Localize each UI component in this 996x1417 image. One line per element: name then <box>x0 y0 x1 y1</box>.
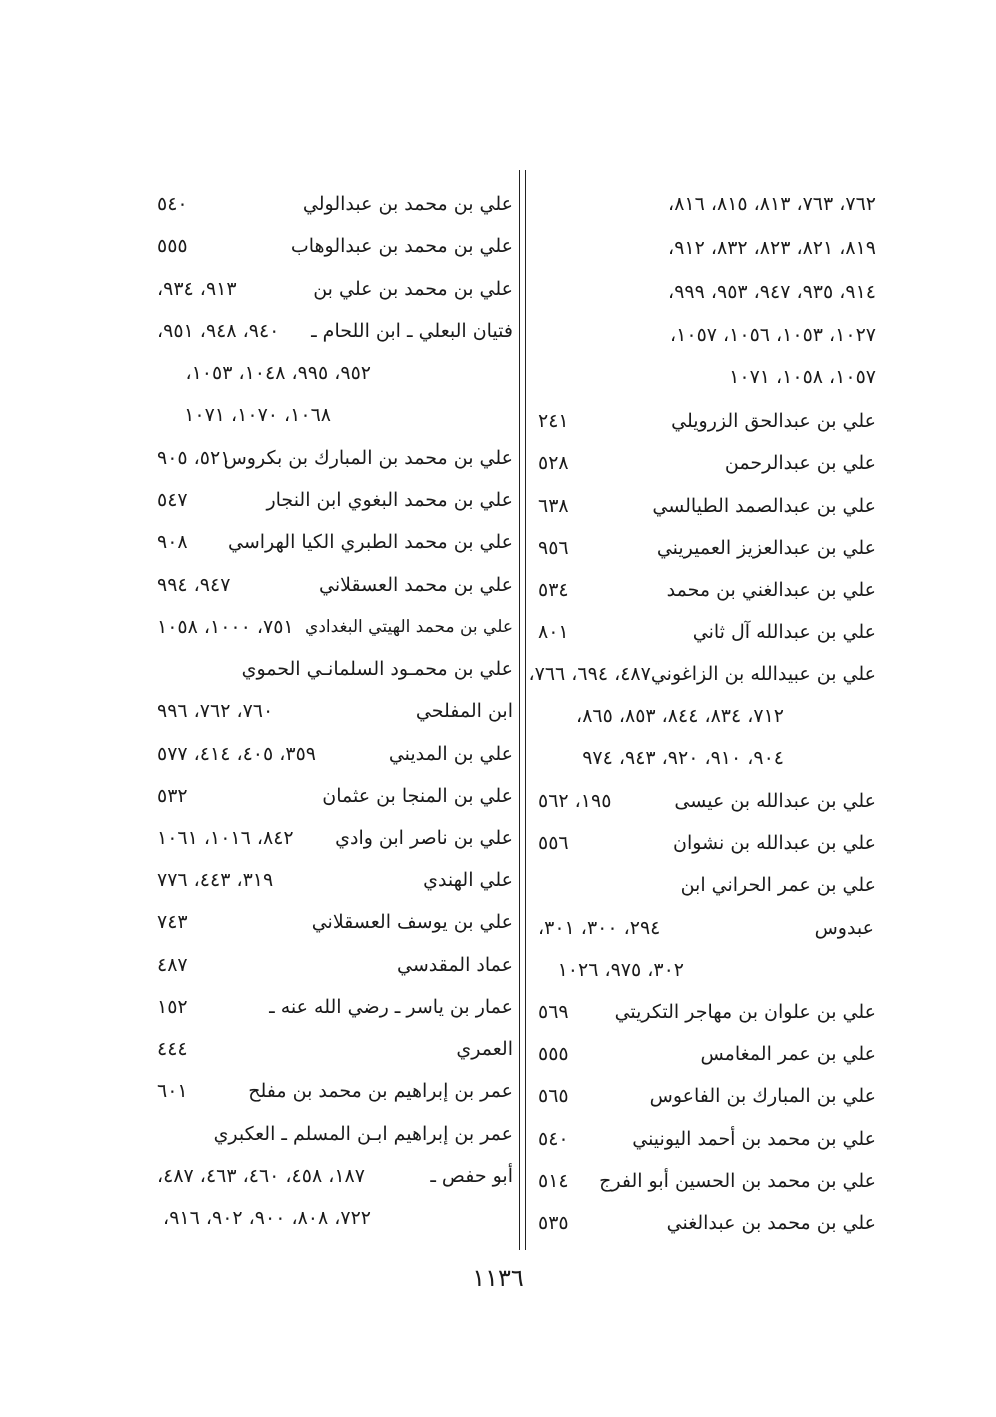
index-entry <box>157 226 513 266</box>
index-entry <box>538 696 876 736</box>
page-references: ٤٤٤ <box>157 1038 188 1060</box>
page-references: ٧١٢، ٨٣٤، ٨٤٤، ٨٥٣، ٨٦٥، <box>576 705 784 727</box>
page-references: ٧٦٢، ٧٦٣، ٨١٣، ٨١٥، ٨١٦، <box>668 193 876 215</box>
index-entry <box>157 1071 513 1111</box>
entry-name: علي بن محمد الطبري الكيا الهراسي <box>228 531 513 553</box>
index-entry <box>538 908 876 948</box>
index-entry <box>538 1076 876 1116</box>
page-references: ١٥٢ <box>157 996 188 1018</box>
entry-name: علي بن عبدالرحمن <box>724 452 876 474</box>
index-entry <box>538 184 876 224</box>
entry-name: فتيان البعلي ـ ابن اللحام ـ <box>311 320 513 342</box>
page-references: ٦٣٨ <box>538 495 569 517</box>
page-references: ٧٦٠، ٧٦٢، ٩٩٦ <box>157 700 274 722</box>
index-entry <box>538 992 876 1032</box>
page-references: ٢٩٤، ٣٠٠، ٣٠١، <box>538 917 661 939</box>
index-entry <box>157 1029 513 1069</box>
index-entry <box>538 486 876 526</box>
column-divider-left-rule <box>519 170 520 1250</box>
page-references: ٥٤٠ <box>538 1128 569 1150</box>
page-references: ٥٣٢ <box>157 785 188 807</box>
entry-name: علي بن عمر الحراني ابن <box>680 874 876 896</box>
entry-name: علي بن محمد بن عبدالوهاب <box>290 235 513 257</box>
page-references: ٧٥١، ١٠٠٠، ١٠٥٨ <box>157 616 294 638</box>
entry-name: علي بن عبيدالله بن الزاغوني٤٨٧، ٦٩٤، ٧٦٦، <box>528 663 876 685</box>
index-entry <box>538 1119 876 1159</box>
page-references: ٥٦٥ <box>538 1085 569 1107</box>
index-entry <box>538 1034 876 1074</box>
index-entry <box>538 781 876 821</box>
entry-name: علي بن عبدالغني بن محمد <box>666 579 876 601</box>
page-references: ٥٢١، ٩٠٥ <box>157 447 231 469</box>
page-references: ٢٤١ <box>538 410 569 432</box>
entry-name: علي الهندي <box>423 869 513 891</box>
entry-name: علي بن عبدالله آل ثاني <box>692 621 876 643</box>
index-entry <box>157 269 513 309</box>
index-entry <box>528 654 876 694</box>
index-entry <box>538 228 876 268</box>
index-entry <box>157 734 513 774</box>
index-entry <box>538 1161 876 1201</box>
index-entry <box>157 395 513 435</box>
entry-name: ابن المفلحي <box>415 700 513 722</box>
entry-name: علي بن المبارك بن الفاعوس <box>649 1085 876 1107</box>
page-references: ١٠٥٧، ١٠٥٨، ١٠٧١ <box>729 366 876 388</box>
entry-name: علي بن يوسف العسقلاني <box>311 911 513 933</box>
page-references: ٥٤٠ <box>157 193 188 215</box>
index-entry <box>538 1203 876 1243</box>
index-entry <box>157 1156 513 1196</box>
index-entry <box>538 443 876 483</box>
page-references: ٥٤٧ <box>157 489 188 511</box>
page-references: ٩١٤، ٩٣٥، ٩٤٧، ٩٥٣، ٩٩٩، <box>668 281 876 303</box>
page-references: ٥٥٦ <box>538 832 569 854</box>
entry-name: علي بن محمد الهيتي البغدادي <box>305 617 513 637</box>
entry-name: عماد المقدسي <box>396 954 513 976</box>
page-references: ٧٤٣ <box>157 911 188 933</box>
page-references: ٩٤٧، ٩٩٤ <box>157 574 231 596</box>
page-references: ٥١٤ <box>538 1170 569 1192</box>
page-references: ٦٠١ <box>157 1080 188 1102</box>
index-entry <box>538 357 876 397</box>
index-entry <box>157 1114 513 1154</box>
entry-name: علي بن محمد بن علي بن <box>313 278 513 300</box>
entry-name: علي بن عبدالله بن عيسى <box>674 790 876 812</box>
entry-name: علي بن علوان بن مهاجر التكريتي <box>614 1001 876 1023</box>
entry-name: علي بن محمد بن الحسين أبو الفرج <box>599 1170 876 1192</box>
entry-name: علي بن عبدالحق الزرويلي <box>671 410 876 432</box>
index-entry <box>157 691 513 731</box>
index-entry <box>157 902 513 942</box>
page-references: ٤٨٧ <box>157 954 188 976</box>
page-references: ١٠٦٨، ١٠٧٠، ١٠٧١ <box>184 404 331 426</box>
entry-name: علي بن محمد بن المبارك بن بكروس <box>223 447 513 469</box>
index-entry <box>157 945 513 985</box>
index-entry <box>538 570 876 610</box>
entry-name: علي بن محمد البغوي ابن النجار <box>266 489 513 511</box>
index-entry <box>538 865 876 905</box>
entry-name: عبدوس <box>814 917 874 939</box>
page-references: ٥٦٩ <box>538 1001 569 1023</box>
column-divider-right-rule <box>525 170 526 1250</box>
page-references: ٣١٩، ٤٤٣، ٧٧٦ <box>157 869 274 891</box>
entry-name: علي بن محمـود السلمانـي الحموي <box>241 658 513 680</box>
page-references: ٨٠١ <box>538 621 569 643</box>
page-number: ١١٣٦ <box>472 1264 524 1292</box>
page-references: ٩٥٢، ٩٩٥، ١٠٤٨، ١٠٥٣، <box>185 362 371 384</box>
entry-name: العمري <box>456 1038 513 1060</box>
entry-name: عمر بن إبراهيم بن محمد بن مفلح <box>248 1080 513 1102</box>
page-references: ٩٠٨ <box>157 531 188 553</box>
entry-name: علي بن عبدالعزيز العميريني <box>656 537 876 559</box>
page-references: ٩٤٠، ٩٤٨، ٩٥١، <box>157 320 280 342</box>
page-references: ١٩٥، ٥٦٢ <box>538 790 612 812</box>
entry-name: علي بن محمد بن عبدالولي <box>302 193 513 215</box>
index-entry <box>538 738 876 778</box>
page-references: ٥٢٨ <box>538 452 569 474</box>
index-entry <box>538 950 876 990</box>
page-references: ٣٠٢، ٩٧٥، ١٠٢٦ <box>557 959 684 981</box>
entry-name: علي بن المنجا بن عثمان <box>322 785 513 807</box>
entry-name: علي بن محمد بن أحمد اليونيني <box>632 1128 876 1150</box>
index-entry <box>538 612 876 652</box>
index-entry <box>157 311 513 351</box>
page-references: ٩٥٦ <box>538 537 569 559</box>
entry-name: عمار بن ياسر ـ رضي الله عنه ـ <box>269 996 513 1018</box>
page-references: ٥٥٥ <box>538 1043 569 1065</box>
page-references: ٥٣٥ <box>538 1212 569 1234</box>
entry-name: علي بن المديني <box>388 743 513 765</box>
page-references: ٥٥٥ <box>157 235 188 257</box>
entry-name: علي بن ناصر ابن وادي <box>335 827 513 849</box>
entry-name: علي بن عمر المغامس <box>700 1043 876 1065</box>
page-references: ٨٤٢، ١٠١٦، ١٠٦١ <box>157 827 294 849</box>
index-entry <box>538 823 876 863</box>
index-entry <box>538 272 876 312</box>
index-entry <box>157 860 513 900</box>
entry-name: علي بن محمد العسقلاني <box>319 574 513 596</box>
entry-name: علي بن عبدالله بن نشوان <box>673 832 876 854</box>
entry-name: علي بن محمد بن عبدالغني <box>666 1212 876 1234</box>
page-references: ٨١٩، ٨٢١، ٨٢٣، ٨٣٢، ٩١٢، <box>668 237 876 259</box>
index-entry <box>157 1198 513 1238</box>
index-entry <box>157 353 513 393</box>
index-entry <box>157 522 513 562</box>
index-entry <box>157 776 513 816</box>
index-entry <box>157 818 513 858</box>
index-entry <box>157 649 513 689</box>
index-entry <box>157 184 513 224</box>
entry-name: عمر بن إبراهيم ابـن المسلم ـ العكبري <box>213 1123 513 1145</box>
page-references: ٩١٣، ٩٣٤، <box>157 278 237 300</box>
page-references: ٥٣٤ <box>538 579 569 601</box>
page-references: ١٨٧، ٤٥٨، ٤٦٠، ٤٦٣، ٤٨٧، <box>157 1165 365 1187</box>
index-entry <box>157 480 513 520</box>
index-entry <box>157 565 513 605</box>
page-references: ٧٢٢، ٨٠٨، ٩٠٠، ٩٠٢، ٩١٦، <box>163 1207 371 1229</box>
index-entry <box>157 607 513 647</box>
index-entry <box>157 987 513 1027</box>
entry-name: علي بن عبدالصمد الطيالسي <box>652 495 876 517</box>
index-entry <box>538 401 876 441</box>
page-references: ١٠٢٧، ١٠٥٣، ١٠٥٦، ١٠٥٧، <box>670 324 876 346</box>
page-references: ٩٠٤، ٩١٠، ٩٢٠، ٩٤٣، ٩٧٤ <box>582 747 784 769</box>
index-entry <box>157 438 513 478</box>
index-entry <box>538 528 876 568</box>
index-entry <box>538 315 876 355</box>
entry-name: أبو حفص ـ <box>430 1165 513 1187</box>
page-references: ٣٥٩، ٤٠٥، ٤١٤، ٥٧٧ <box>157 743 317 765</box>
